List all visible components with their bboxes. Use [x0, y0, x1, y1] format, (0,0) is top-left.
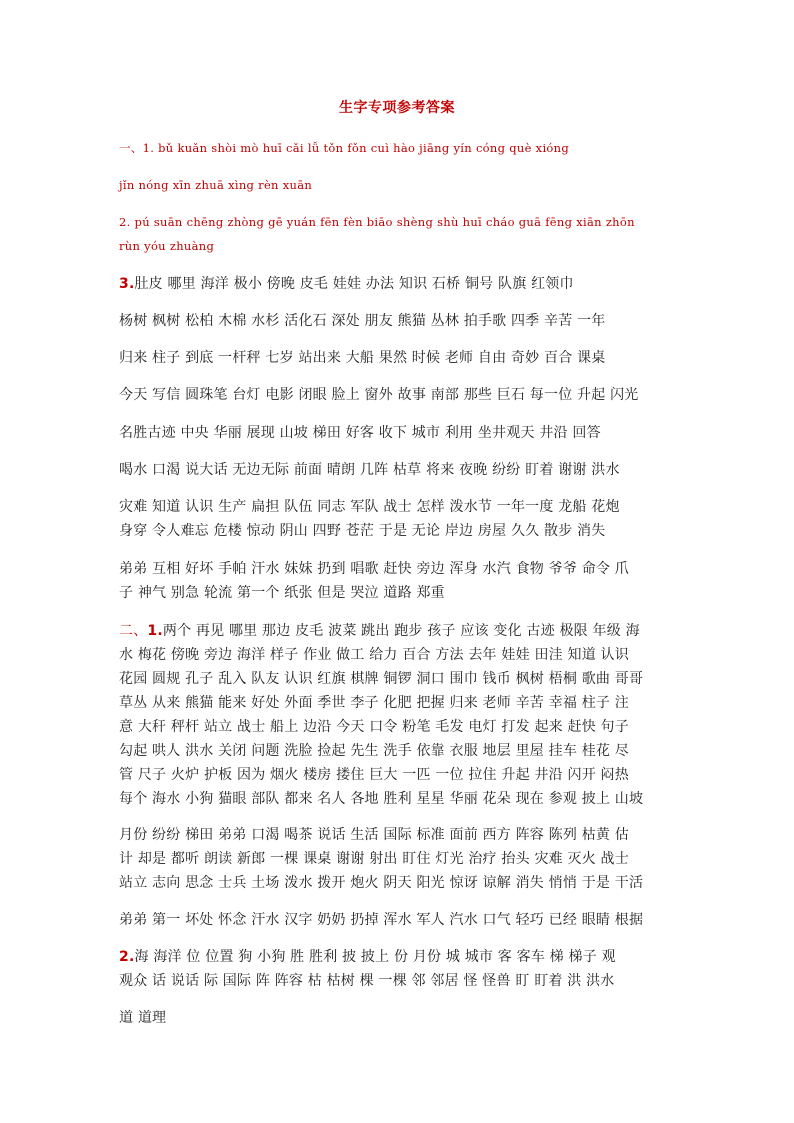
word-line: 观众 话 说话 际 国际 阵 阵容 枯 枯树 棵 一棵 邻 邻居 怪 怪兽 盯 盯着 洪 洪水: [119, 973, 615, 989]
word-line: 弟弟 第一 坏处 怀念 汗水 汉字 奶奶 扔掉 浑水 军人 汽水 口气 轻巧 已经 眼睛 根据: [119, 912, 644, 928]
item-number: 1.: [147, 623, 163, 639]
word-line: 管 尺子 火炉 护板 因为 烟火 楼房 搂住 巨大 一匹 一位 拉住 升起 井沿 闪开 闷热: [119, 767, 629, 783]
word-line: 草丛 从来 熊猫 能来 好处 外面 季世 李子 化肥 把握 归来 老师 辛苦 幸福 柱子 注: [119, 695, 629, 711]
word-line: 勾起 哄人 洪水 关闭 问题 洗脸 捡起 先生 洗手 依靠 衣服 地层 里屋 挂车 桂花 尽: [119, 743, 629, 759]
word-line: 道 道理: [119, 1010, 167, 1026]
word-line: 杨树 枫树 松柏 木棉 水杉 活化石 深处 朋友 熊猫 丛林 拍手歌 四季 辛苦 一年: [119, 313, 606, 329]
word-text: 海 海洋 位 位置 狗 小狗 胜 胜利 披 披上 份 月份 城 城市 客 客车 梯 梯子 观: [134, 949, 616, 965]
word-line: [119, 620, 679, 640]
item-number: 2.: [119, 949, 135, 965]
word-line: 归来 柱子 到底 一杆秤 七岁 站出来 大船 果然 时候 老师 自由 奇妙 百合 课桌: [119, 350, 606, 366]
word-line: 今天 写信 圆珠笔 台灯 电影 闭眼 脸上 窗外 故事 南部 那些 巨石 每一位 升起 闪光: [119, 387, 639, 403]
word-line: 计 却是 都听 朗读 新郎 一棵 课桌 谢谢 射出 盯住 灯光 治疗 抬头 灾难 灭火 战士: [119, 851, 629, 867]
pinyin-line: jǐn nóng xīn zhuā xìng rèn xuān: [119, 178, 313, 192]
word-line: 意 大秆 秤杆 站立 战士 船上 边沿 今天 口令 粉笔 毛发 电灯 打发 起来 赶快 句子: [119, 719, 629, 735]
section-2-lead: 二、: [119, 623, 148, 639]
word-line: 灾难 知道 认识 生产 扁担 队伍 同志 军队 战士 怎样 泼水节 一年一度 龙船 花炮: [119, 499, 620, 515]
word-line: 花园 圆规 孔子 乱入 队友 认识 红旗 棋牌 铜锣 洞口 围巾 钱币 枫树 梧桐 歌曲 哥哥: [119, 671, 644, 687]
word-line: 喝水 口渴 说大话 无边无际 前面 晴朗 几阵 枯草 将来 夜晚 纷纷 盯着 谢谢 洪水: [119, 462, 620, 478]
pinyin-text: bǔ kuǎn shòi mò huī cǎi lǚ tǒn fǒn cuì hào jiāng yín cóng què xióng: [154, 141, 570, 155]
word-text: 肚皮 哪里 海洋 极小 傍晚 皮毛 娃娃 办法 知识 石桥 铜号 队旗 红领巾: [134, 276, 574, 292]
pinyin-line: 2. pú suān chēng zhòng gē yuán fēn fèn biāo shèng shù huī cháo guā fēng xiān zhōn: [119, 215, 635, 229]
word-line: 水 梅花 傍晚 旁边 海洋 样子 作业 做工 给力 百合 方法 去年 娃娃 田洼 知道 认识: [119, 647, 629, 663]
word-line: 站立 志向 思念 士兵 土场 泼水 拨开 炮火 阴天 阳光 惊讶 谅解 消失 悄悄 于是 干活: [119, 875, 644, 891]
word-text: 两个 再见 哪里 那边 皮毛 波菜 跳出 跑步 孩子 应该 变化 古迹 极限 年级 海: [162, 623, 640, 639]
pinyin-line: rùn yóu zhuàng: [119, 239, 215, 253]
word-line: 每个 海水 小狗 猫眼 部队 都来 名人 各地 胜利 星星 华丽 花朵 现在 参观 披上 山坡: [119, 791, 644, 807]
item-number: 3.: [119, 276, 135, 292]
word-line: [119, 946, 679, 966]
section-1-lead: 一、1.: [119, 141, 155, 155]
word-line: 名胜古迹 中央 华丽 展现 山坡 梯田 好客 收下 城市 利用 坐井观天 井沿 回答: [119, 425, 601, 441]
word-line: 身穿 令人难忘 危楼 惊动 阴山 四野 苍茫 于是 无论 岸边 房屋 久久 散步 消失: [119, 523, 606, 539]
word-line: 月份 纷纷 梯田 弟弟 口渴 喝茶 说话 生活 国际 标准 面前 西方 阵容 陈列 枯黄 估: [119, 827, 629, 843]
word-line: [119, 273, 679, 293]
pinyin-line: [119, 140, 679, 156]
word-line: 弟弟 互相 好坏 手帕 汗水 妹妹 扔到 唱歌 赶快 旁边 浑身 水汽 食物 爷爷 命令 爪: [119, 561, 629, 577]
word-line: 子 神气 别急 轮流 第一个 纸张 但是 哭泣 道路 郑重: [119, 585, 445, 601]
document-title: 生字专项参考答案: [339, 100, 455, 116]
